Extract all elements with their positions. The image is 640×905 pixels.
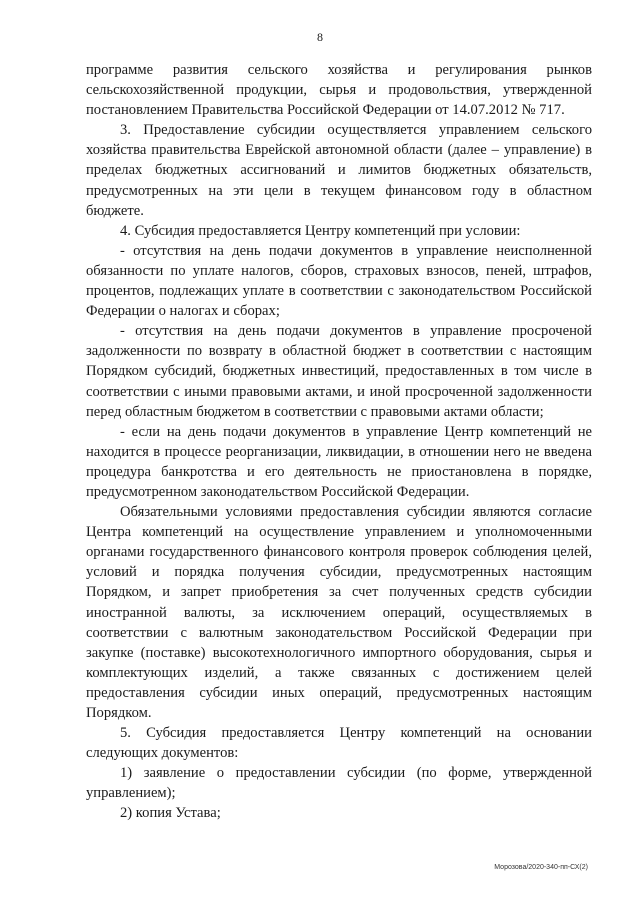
paragraph-mandatory-conditions: Обязательными условиями предоставления субсидии являются согласие Центра компетенций на осуществление управлением и уполномоченными органами государственного финансового контроля проверок соблюдения целей, условий и порядка получения субсидии, предусмотренных настоящим Порядком, и запрет приобретения за счет полученных средств субсидии иностранной валюты, за исключением операций, осуществляемых в соответствии с валютным законодательством Российской Федерации при закупке (поставке) высокотехнологичного импортного оборудования, сырья и комплектующих изделий, а также связанных с достижением целей предоставления субсидии иных операций, предусмотренных настоящим Порядком. [86, 504, 592, 721]
paragraph-continuation: программе развития сельского хозяйства и регулирования рынков сельскохозяйственной продукции, сырья и продовольствия, утвержденной постановлением Правительства Российской Федерации от 14.07.2012 № 717. [86, 62, 592, 119]
footer-reference: Морозова/2020-340-пп-СХ(2) [494, 864, 588, 871]
paragraph-clause-4: 4. Субсидия предоставляется Центру компетенций при условии: [120, 222, 521, 239]
paragraph-document-2: 2) копия Устава; [120, 805, 221, 822]
paragraph-condition-reorganization: - если на день подачи документов в управление Центр компетенций не находится в процессе реорганизации, ликвидации, в отношении него не введена процедура банкротства и его деятельность не приостановлена в порядке, предусмотренном законодательством Российской Федерации. [86, 423, 592, 500]
paragraph-clause-5: 5. Субсидия предоставляется Центру компетенций на основании следующих документов: [86, 725, 592, 762]
paragraph-condition-taxes: - отсутствия на день подачи документов в управление неисполненной обязанности по уплате налогов, сборов, страховых взносов, пеней, штрафов, процентов, подлежащих уплате в соответствии с законодательством Российской Федерации о налогах и сборах; [86, 242, 592, 320]
paragraph-clause-3: 3. Предоставление субсидии осуществляется управлением сельского хозяйства правительства Еврейской автономной области (далее – управление) в пределах бюджетных ассигнований и лимитов бюджетных обязательств, предусмотренных на эти цели в текущем финансовом году в областном бюджете. [86, 122, 592, 219]
page-number: 8 [317, 30, 323, 44]
paragraph-condition-debt: - отсутствия на день подачи документов в управление просроченой задолженности по возврату в областной бюджет в соответствии с настоящим Порядком субсидий, бюджетных инвестиций, предоставленных в том числе в соответствии с иными правовыми актами, и иной просроченной задолженности перед областным бюджетом в соответствии с правовыми актами области; [86, 323, 592, 420]
document-body [86, 60, 592, 824]
paragraph-document-1: 1) заявление о предоставлении субсидии (по форме, утвержденной управлением); [86, 765, 592, 802]
